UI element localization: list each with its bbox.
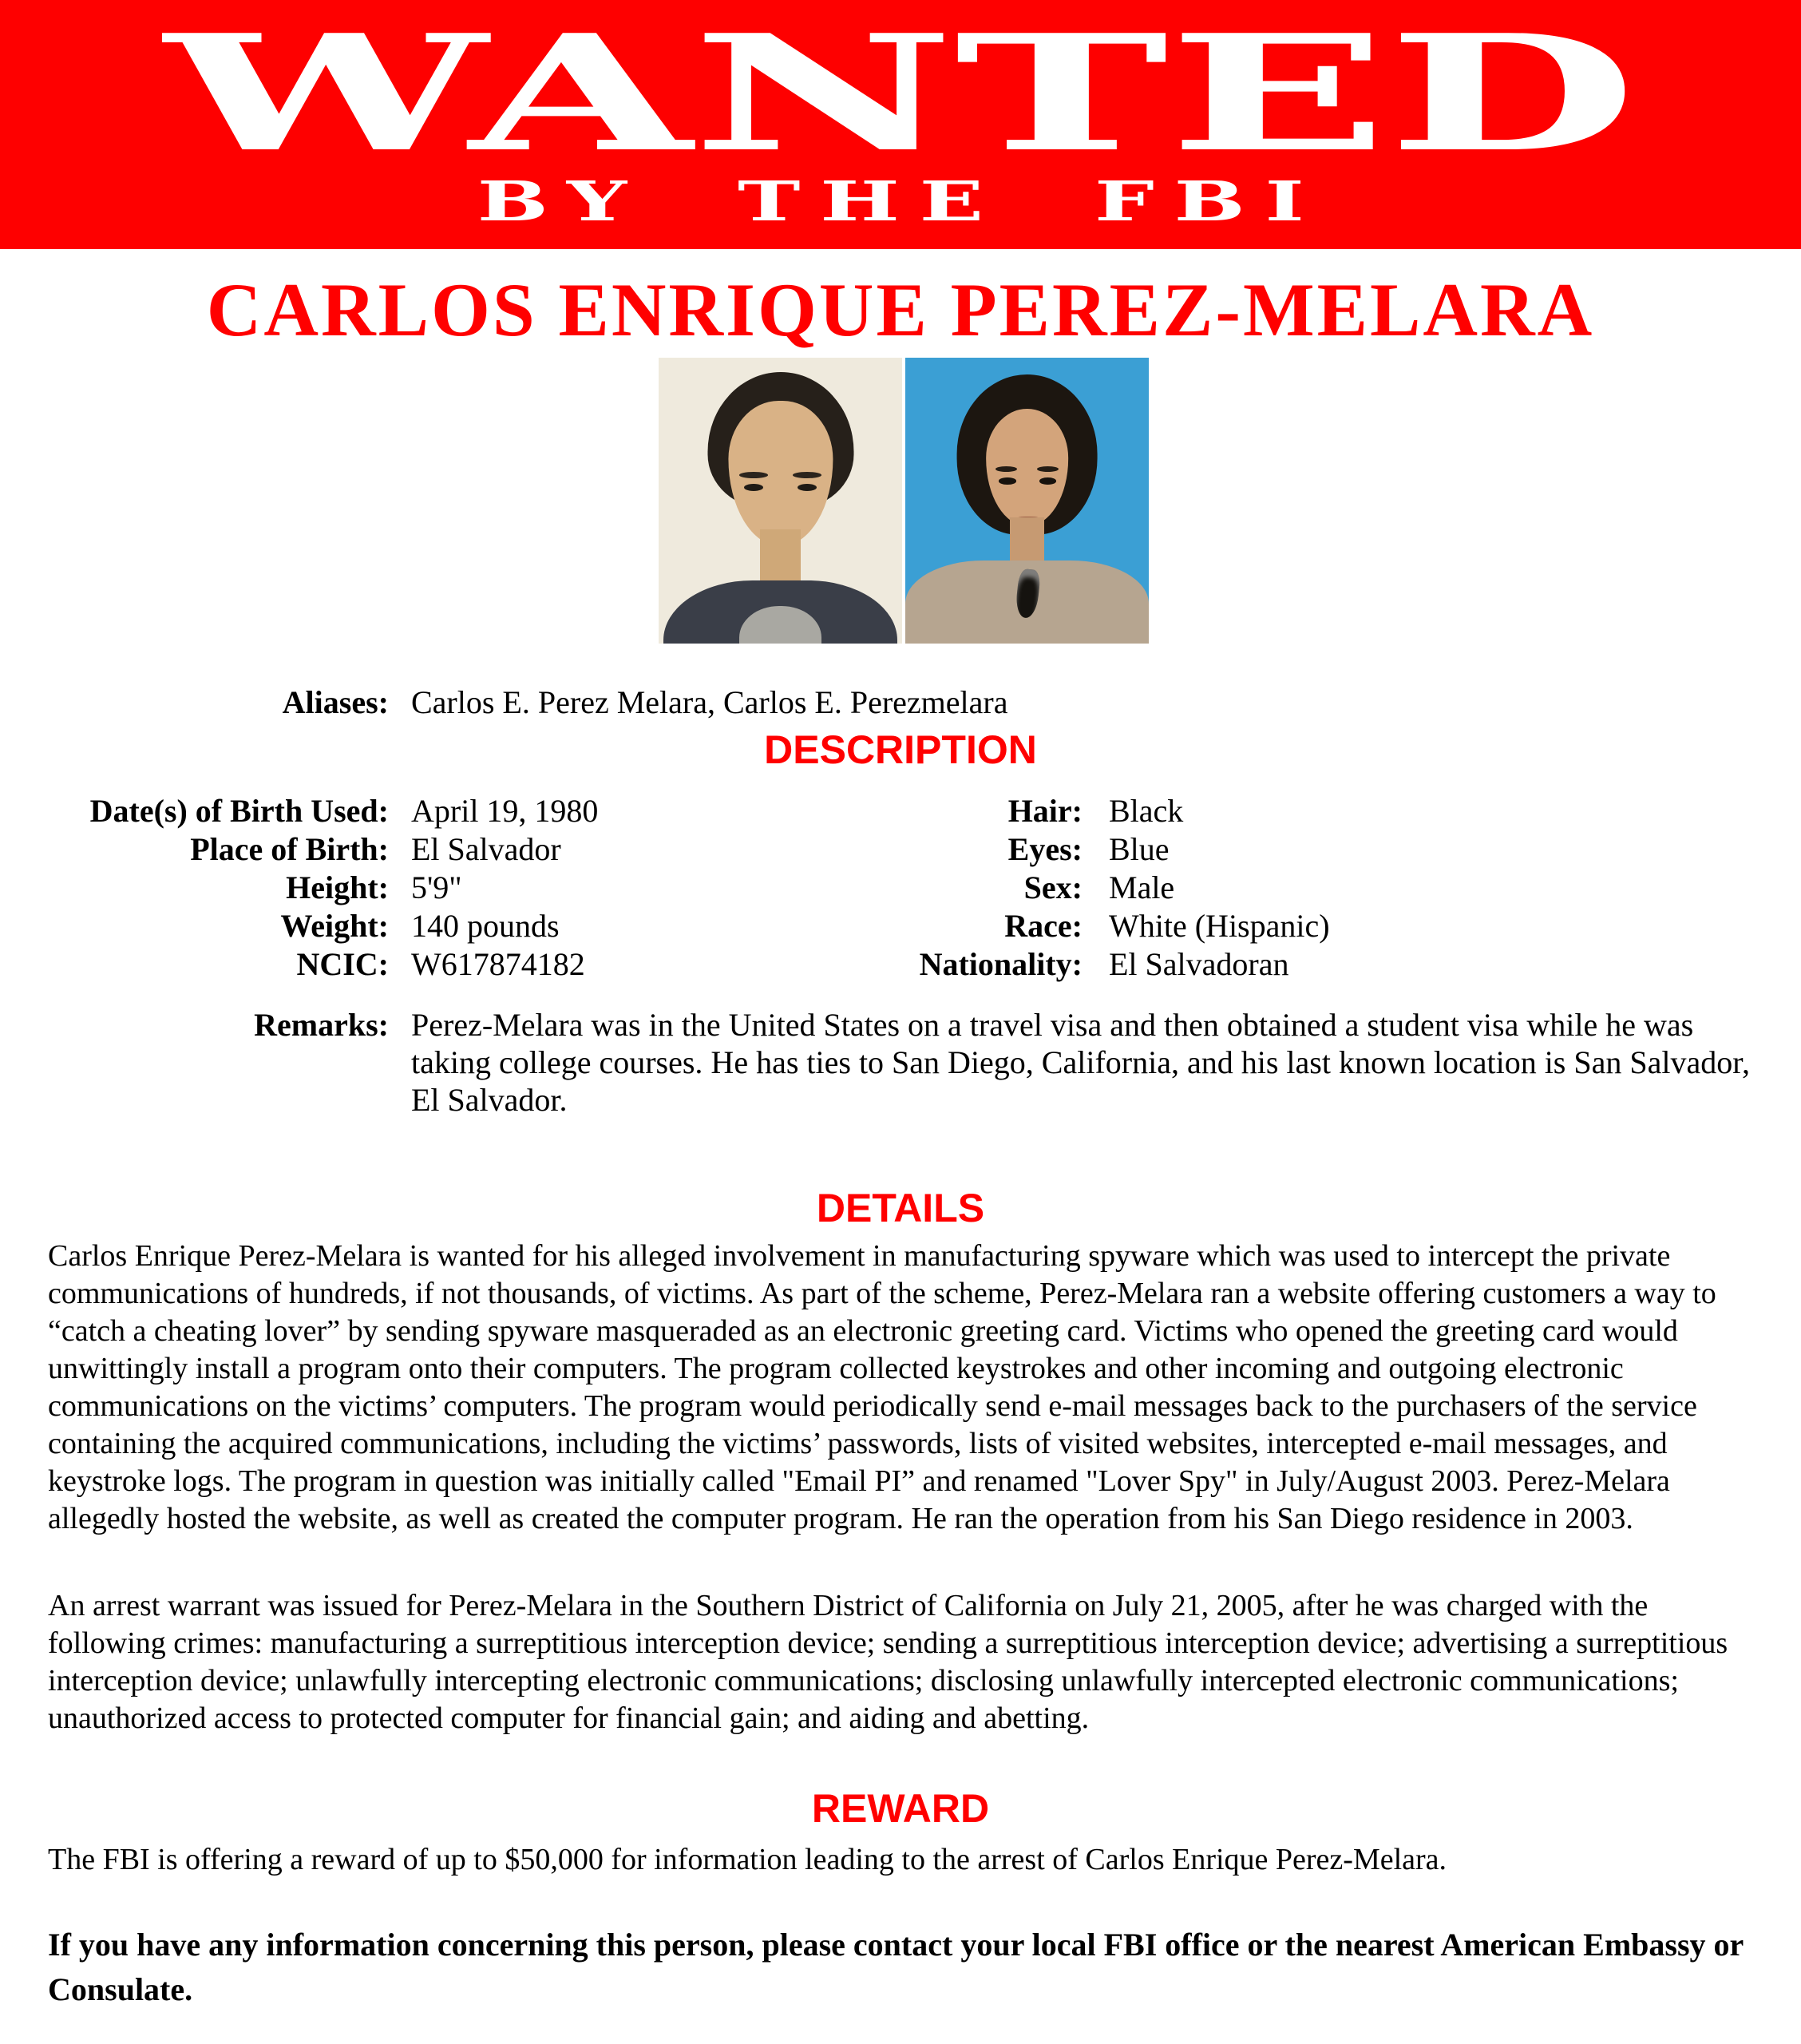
aliases-value: Carlos E. Perez Melara, Carlos E. Perezmelara <box>411 684 1008 720</box>
field-label: Weight: <box>280 908 389 944</box>
field-row-height <box>48 869 598 907</box>
mugshot-photos <box>659 358 1149 644</box>
field-label: Eyes: <box>1007 831 1083 867</box>
eye-shape <box>999 477 1015 485</box>
neck-shape <box>760 529 802 580</box>
blue-background-photo <box>905 358 1149 644</box>
field-value: 140 pounds <box>411 908 560 944</box>
aliases-row <box>48 683 1007 722</box>
field-row-date-of-birth <box>48 792 598 830</box>
field-label: Race: <box>1004 908 1083 944</box>
field-row-race <box>718 907 1330 945</box>
field-value: Blue <box>1109 831 1170 867</box>
aliases-label: Aliases: <box>282 684 389 720</box>
field-value: Male <box>1109 869 1175 905</box>
field-row-hair <box>718 792 1330 830</box>
eye-shape <box>798 484 817 491</box>
remarks-value: Perez-Melara was in the United States on a travel visa and then obtained a student visa while he was taking college courses. He has ties to San Diego, California, and his last known location is San Salvador, El Salvador. <box>411 1007 1750 1118</box>
field-label: Nationality: <box>919 946 1083 982</box>
eye-shape <box>744 484 763 491</box>
field-label: Date(s) of Birth Used: <box>89 793 389 829</box>
wanted-title <box>0 0 1801 188</box>
by-the-fbi-text: BY THE FBI <box>477 170 1324 234</box>
field-value: Black <box>1109 793 1184 829</box>
front-mugshot-photo <box>659 358 902 644</box>
field-value: 5'9" <box>411 869 462 905</box>
field-row-weight <box>48 907 598 945</box>
wanted-title-text: WANTED <box>164 0 1637 188</box>
remarks-label: Remarks: <box>254 1007 389 1043</box>
field-label: Sex: <box>1023 869 1083 905</box>
details-paragraph-2: An arrest warrant was issued for Perez-Melara in the Southern District of California on July 21, 2005, after he was charged with the following crimes: manufacturing a surreptitious interception device; sending a surreptitious interception device; advertising a surreptitious interception device; unlawfully intercepting electronic communications; disclosing unlawfully intercepted electronic communications; unauthorized access to protected computer for financial gain; and aiding and abetting. <box>48 1589 1728 1735</box>
field-label: Height: <box>286 869 389 905</box>
fugitive-name-title: CARLOS ENRIQUE PEREZ-MELARA <box>206 267 1595 352</box>
description-left-column <box>48 792 598 984</box>
field-row-nationality <box>718 945 1330 984</box>
details-heading: DETAILS <box>816 1186 985 1230</box>
field-value: El Salvador <box>411 831 561 867</box>
wanted-banner <box>0 0 1801 249</box>
field-row-place-of-birth <box>48 830 598 869</box>
by-the-fbi-subtitle <box>0 170 1801 234</box>
field-row-sex <box>718 869 1330 907</box>
remarks-row <box>48 1006 1762 1119</box>
field-row-ncic <box>48 945 598 984</box>
description-heading: DESCRIPTION <box>764 727 1037 772</box>
description-right-column <box>718 792 1330 984</box>
reward-heading: REWARD <box>811 1786 990 1831</box>
field-value: W617874182 <box>411 946 585 982</box>
field-row-eyes <box>718 830 1330 869</box>
field-label: Hair: <box>1007 793 1083 829</box>
details-paragraph-1: Carlos Enrique Perez-Melara is wanted for his alleged involvement in manufacturing spyware which was used to intercept the private communications of hundreds, if not thousands, of victims. As part of the scheme, Perez-Melara ran a website offering customers a way to “catch a cheating lover” by sending spyware masqueraded as an electronic greeting card. Victims who opened the greeting card would unwittingly install a program onto their computers. The program collected keystrokes and other incoming and outgoing electronic communications on the victims’ computers. The program would periodically send e-mail messages back to the purchasers of the service containing the acquired communications, including the victims’ passwords, lists of visited websites, intercepted e-mail messages, and keystroke logs. The program in question was initially called "Email PI” and renamed "Lover Spy" in July/August 2003. Perez-Melara allegedly hosted the website, as well as created the computer program. He ran the operation from his San Diego residence in 2003. <box>48 1239 1716 1535</box>
field-value: White (Hispanic) <box>1109 908 1330 944</box>
eye-shape <box>1039 477 1056 485</box>
field-value: El Salvadoran <box>1109 946 1289 982</box>
field-label: NCIC: <box>296 946 389 982</box>
contact-instructions: If you have any information concerning this person, please contact your local FBI office or the nearest American Embassy or Consulate. <box>48 1927 1744 2007</box>
field-value: April 19, 1980 <box>411 793 599 829</box>
field-label: Place of Birth: <box>190 831 389 867</box>
reward-text: The FBI is offering a reward of up to $50,000 for information leading to the arrest of Carlos Enrique Perez-Melara. <box>48 1843 1447 1876</box>
